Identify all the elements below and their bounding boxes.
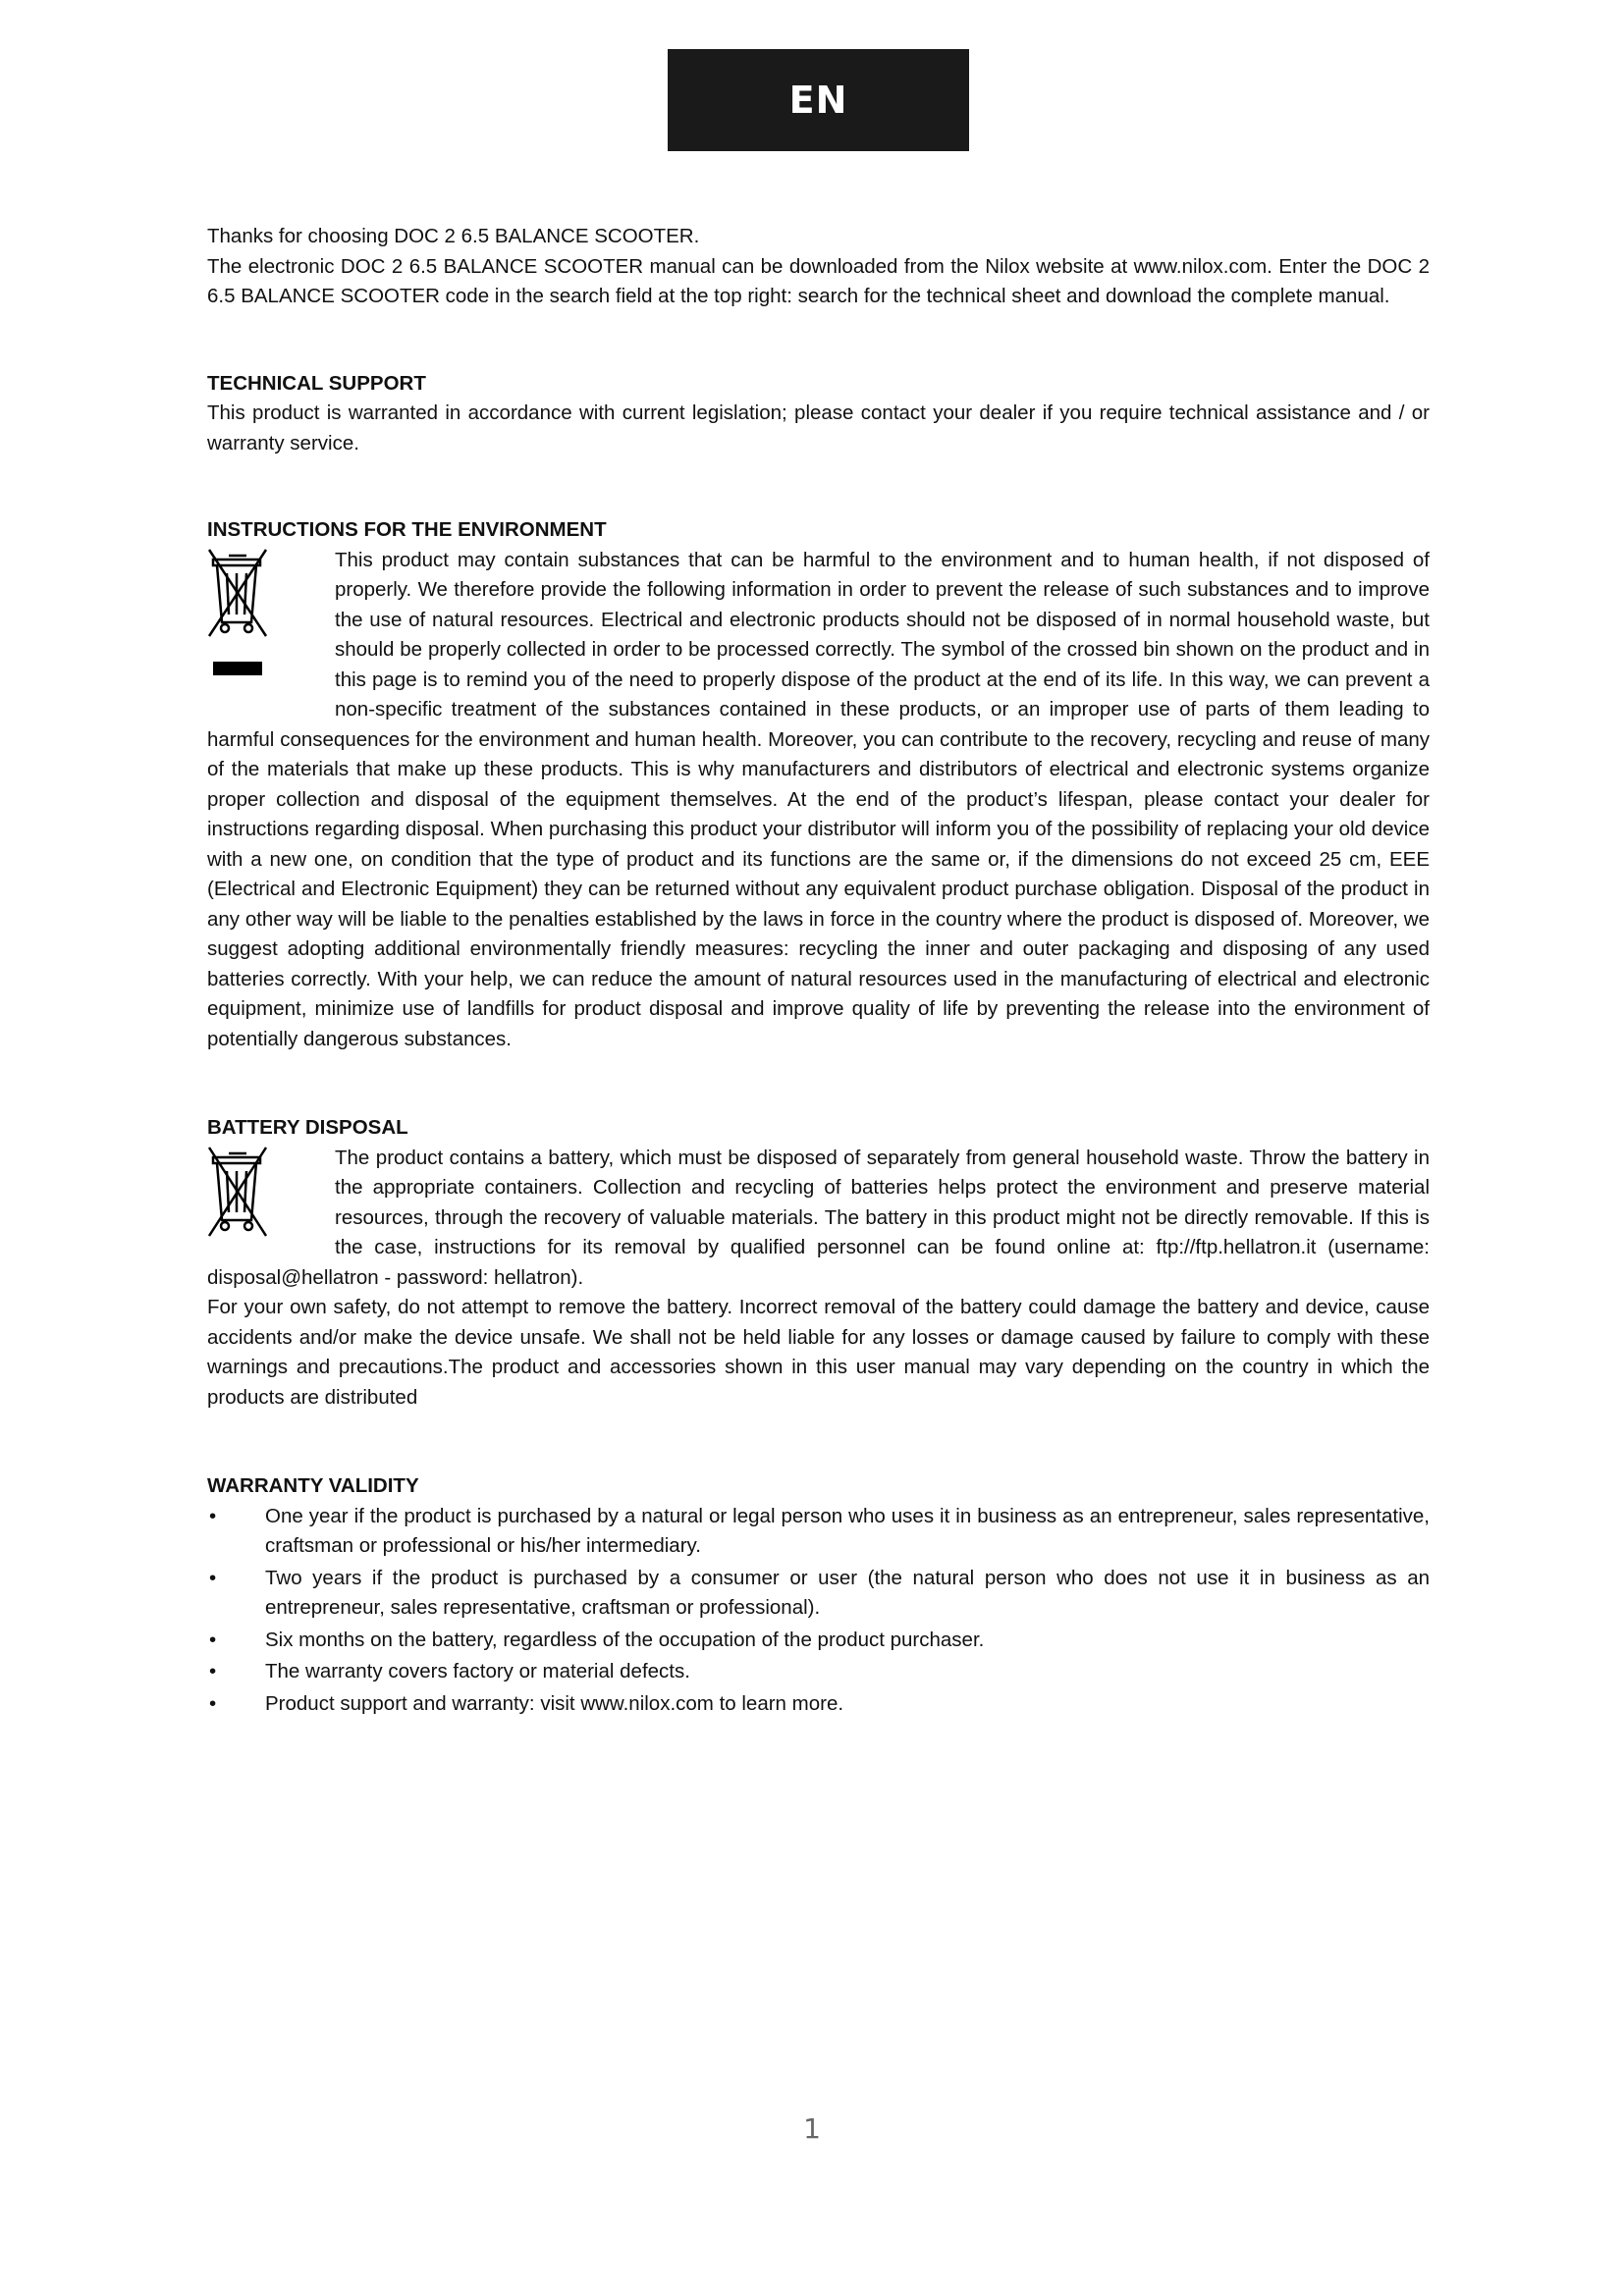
bullet: • xyxy=(209,1566,217,1589)
battery-bin-icon xyxy=(207,1146,335,1263)
bullet: • xyxy=(209,1628,217,1651)
battery-safety: For your own safety, do not attempt to remove the battery. Incorrect removal of the battery could damage the battery and device, cause accidents and/or make the device unsafe. We shall not be held liable for any losses or damage caused by failure to comply with these warnings and precautions.The product and accessories shown in this user manual may vary depending on the country in which the products are distributed xyxy=(207,1296,1430,1409)
battery-heading: BATTERY DISPOSAL xyxy=(207,1116,408,1139)
list-item xyxy=(207,1689,1430,1720)
document-body xyxy=(207,222,1430,1721)
page-number: 1 xyxy=(803,2112,821,2145)
crossed-bin-icon xyxy=(207,548,335,724)
list-item xyxy=(207,1502,1430,1562)
environment-body: This product may contain substances that can be harmful to the environment and to human health, if not disposed of properly. We therefore provide the following information in order to prevent the release of such substances and to improve the use of natural resources. Electrical and electronic products should not be disposed of in normal household waste, but should be properly collected in order to be processed correctly. The symbol of the crossed bin shown on the product and in this page is to remind you of the need to properly dispose of the product at the end of its life. In this way, we can prevent a non-specific treatment of the substances contained in these products, or an improper use of parts of them leading to harmful consequences for the environment and human health. Moreover, you can contribute to the recovery, recycling and reuse of many of the materials that make up these products. This is why manufacturers and distributors of electrical and electronic systems organize proper collection and disposal of the equipment themselves. At the end of the product’s lifespan, please contact your dealer for instructions regarding disposal. When purchasing this product your distributor will inform you of the possibility of replacing your old device with a new one, on condition that the type of product and its functions are the same or, if the dimensions do not exceed 25 cm, EEE (Electrical and Electronic Equipment) they can be returned without any equivalent product purchase obligation. Disposal of the product in any other way will be liable to the penalties established by the laws in force in the country where the product is disposed of. Moreover, we suggest adopting additional environmentally friendly measures: recycling the inner and outer packaging and disposing of any used batteries correctly. With your help, we can reduce the amount of natural resources used in the manufacturing of electrical and electronic equipment, minimize use of landfills for product disposal and improve quality of life by preventing the release into the environment of potentially dangerous substances. xyxy=(207,548,1430,1050)
language-badge-label: EN xyxy=(788,79,848,122)
intro-thanks: Thanks for choosing DOC 2 6.5 BALANCE SCOOTER. xyxy=(207,225,700,247)
bullet: • xyxy=(209,1504,217,1527)
warranty-item-text: One year if the product is purchased by a natural or legal person who uses it in business as an entrepreneur, sales representative, craftsman or professional or his/her intermediary. xyxy=(265,1504,1430,1557)
warranty-heading: WARRANTY VALIDITY xyxy=(207,1474,419,1497)
warranty-item-text: Product support and warranty: visit www.nilox.com to learn more. xyxy=(265,1691,844,1715)
warranty-item-text: Six months on the battery, regardless of the occupation of the product purchaser. xyxy=(265,1628,985,1651)
language-badge xyxy=(668,49,969,151)
warranty-item-text: Two years if the product is purchased by a consumer or user (the natural person who does not use it in business as an entrepreneur, sales representative, craftsman or professional). xyxy=(265,1566,1430,1619)
intro-manual: The electronic DOC 2 6.5 BALANCE SCOOTER manual can be downloaded from the Nilox website at www.nilox.com. Enter the DOC 2 6.5 BALANCE SCOOTER code in the search field at the top right: search for the technical sheet and download the complete manual. xyxy=(207,254,1430,307)
environment-heading: INSTRUCTIONS FOR THE ENVIRONMENT xyxy=(207,518,607,541)
bullet: • xyxy=(209,1660,217,1682)
technical-support-body: This product is warranted in accordance with current legislation; please contact your dealer if you require technical assistance and / or warranty service. xyxy=(207,401,1430,454)
list-item xyxy=(207,1657,1430,1687)
bullet: • xyxy=(209,1691,217,1715)
list-item xyxy=(207,1626,1430,1656)
list-item xyxy=(207,1564,1430,1624)
warranty-item-text: The warranty covers factory or material defects. xyxy=(265,1660,690,1682)
warranty-list xyxy=(207,1502,1430,1720)
battery-body: The product contains a battery, which must be disposed of separately from general household waste. Throw the battery in the appropriate containers. Collection and recycling of batteries helps protect the environment and preserve material resources, through the recovery of valuable materials. The battery in this product might not be directly removable. If this is the case, instructions for its removal by qualified personnel can be found online at: ftp://ftp.hellatron.it (username: disposal@hellatron - password: hellatron). xyxy=(207,1146,1430,1289)
technical-support-heading: TECHNICAL SUPPORT xyxy=(207,371,426,395)
